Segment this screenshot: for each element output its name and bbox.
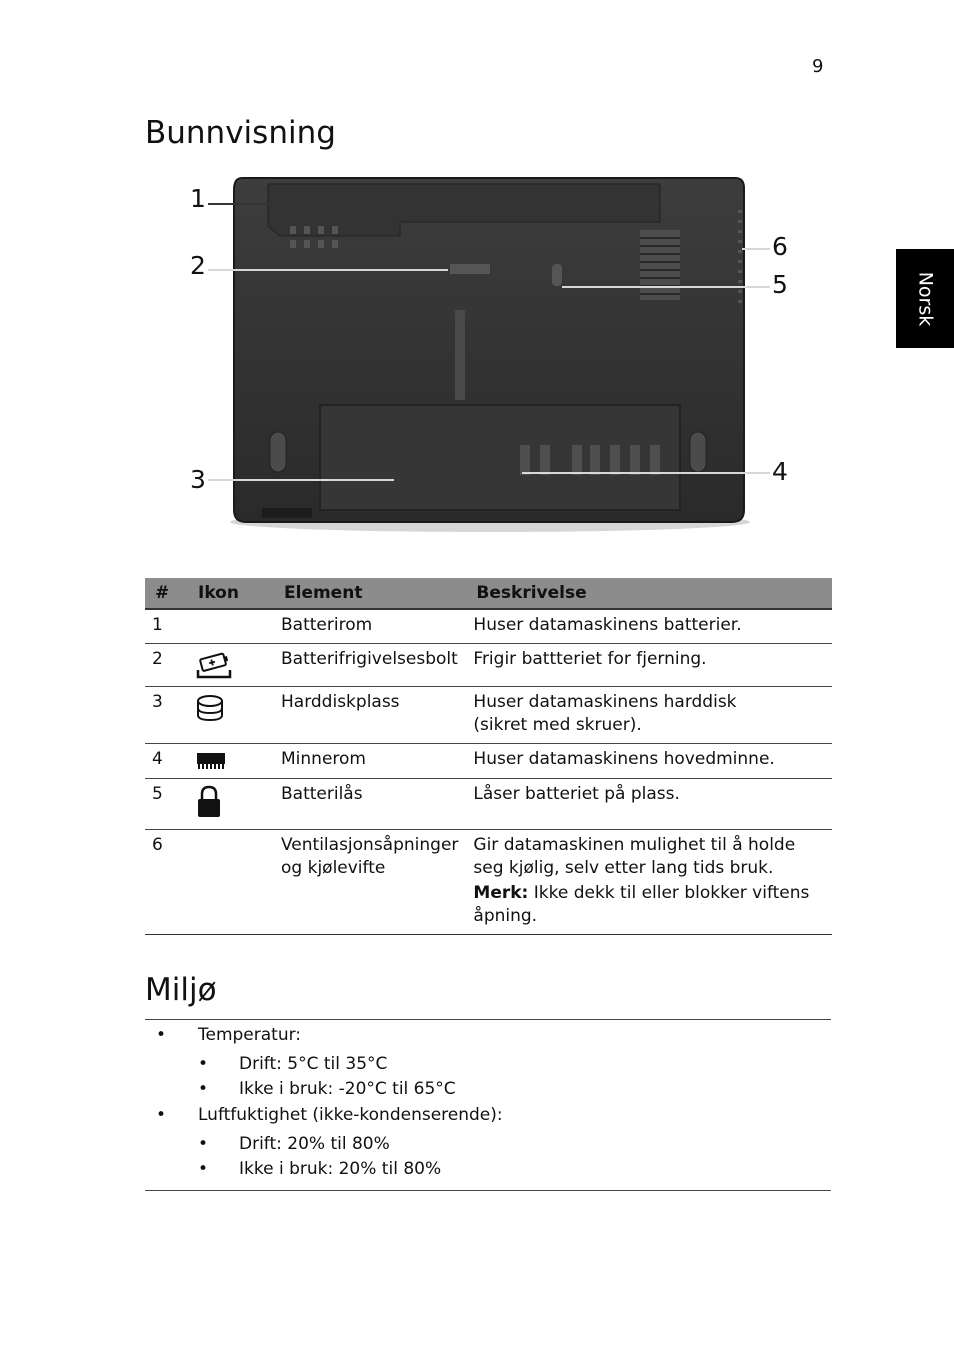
callout-6: 6 <box>772 232 788 261</box>
page-number: 9 <box>812 56 824 77</box>
row-element: Harddiskplass <box>274 687 466 744</box>
table-header-row <box>145 578 832 609</box>
hard-disk-icon <box>195 693 225 723</box>
row-description: Huser datamaskinens hovedminne. <box>466 744 832 779</box>
language-tab <box>896 249 954 348</box>
callout-3: 3 <box>190 465 206 494</box>
row-description: Låser batteriet på plass. <box>466 779 832 830</box>
row-element <box>274 830 466 935</box>
callout-line-5 <box>562 286 770 288</box>
row-element: Batterirom <box>274 609 466 644</box>
header-element: Element <box>274 578 466 609</box>
element-line-1: Ventilasjonsåpninger <box>281 835 459 855</box>
description-line-1: Huser datamaskinens harddisk <box>473 692 737 712</box>
header-description: Beskrivelse <box>466 578 832 609</box>
environment-list <box>145 1019 831 1191</box>
description-line-1: Gir datamaskinen mulighet til å holde <box>473 835 796 855</box>
element-line-2: og kjølevifte <box>281 858 386 878</box>
row-num: 1 <box>145 609 188 644</box>
row-icon-cell <box>188 644 274 687</box>
callout-5: 5 <box>772 270 788 299</box>
description-line-2: (sikret med skruer). <box>473 715 642 735</box>
callout-4: 4 <box>772 457 788 486</box>
table-row <box>145 644 832 687</box>
note-label: Merk: <box>473 883 529 903</box>
note-text-2: åpning. <box>473 906 538 926</box>
row-description: Frigir battteriet for fjerning. <box>466 644 832 687</box>
lock-icon <box>195 785 223 819</box>
callout-line-1 <box>208 203 320 205</box>
table-row <box>145 744 832 779</box>
environment-title: Miljø <box>145 972 217 1008</box>
table-row <box>145 830 832 935</box>
laptop-bottom-illustration <box>180 170 800 540</box>
bottom-view-title: Bunnvisning <box>145 115 336 151</box>
list-sub-item: • Drift: 20% til 80% <box>145 1132 831 1157</box>
parts-table <box>145 578 832 935</box>
list-sub-item: • Drift: 5°C til 35°C <box>145 1052 831 1077</box>
callout-line-4 <box>522 472 770 474</box>
list-item: • Temperatur: <box>145 1022 831 1052</box>
row-description: Huser datamaskinens batterier. <box>466 609 832 644</box>
callout-line-3 <box>208 479 394 481</box>
note <box>473 882 824 928</box>
row-icon-cell <box>188 687 274 744</box>
battery-release-icon <box>195 650 233 680</box>
note-text: Ikke dekk til eller blokker viftens <box>528 883 810 903</box>
row-icon-cell <box>188 609 274 644</box>
table-row <box>145 687 832 744</box>
row-num: 3 <box>145 687 188 744</box>
row-icon-cell <box>188 779 274 830</box>
list-item: • Luftfuktighet (ikke-kondenserende): <box>145 1102 831 1132</box>
row-description <box>466 687 832 744</box>
row-description <box>466 830 832 935</box>
row-element: Minnerom <box>274 744 466 779</box>
row-num: 6 <box>145 830 188 935</box>
callout-2: 2 <box>190 251 206 280</box>
callout-line-6 <box>742 248 770 250</box>
laptop-bottom-image <box>180 170 800 540</box>
header-num: # <box>145 578 188 609</box>
row-element: Batterifrigivelsesbolt <box>274 644 466 687</box>
table-row <box>145 779 832 830</box>
callout-1: 1 <box>190 184 206 213</box>
list-sub-item: • Ikke i bruk: 20% til 80% <box>145 1157 831 1182</box>
row-num: 5 <box>145 779 188 830</box>
row-num: 2 <box>145 644 188 687</box>
table-row <box>145 609 832 644</box>
language-tab-label: Norsk <box>914 271 936 326</box>
row-icon-cell <box>188 830 274 935</box>
header-icon: Ikon <box>188 578 274 609</box>
list-sub-item: • Ikke i bruk: -20°C til 65°C <box>145 1077 831 1102</box>
row-num: 4 <box>145 744 188 779</box>
callout-line-2 <box>208 269 448 271</box>
row-icon-cell <box>188 744 274 779</box>
row-element: Batterilås <box>274 779 466 830</box>
description-line-2: seg kjølig, selv etter lang tids bruk. <box>473 858 774 878</box>
memory-icon <box>195 750 227 772</box>
